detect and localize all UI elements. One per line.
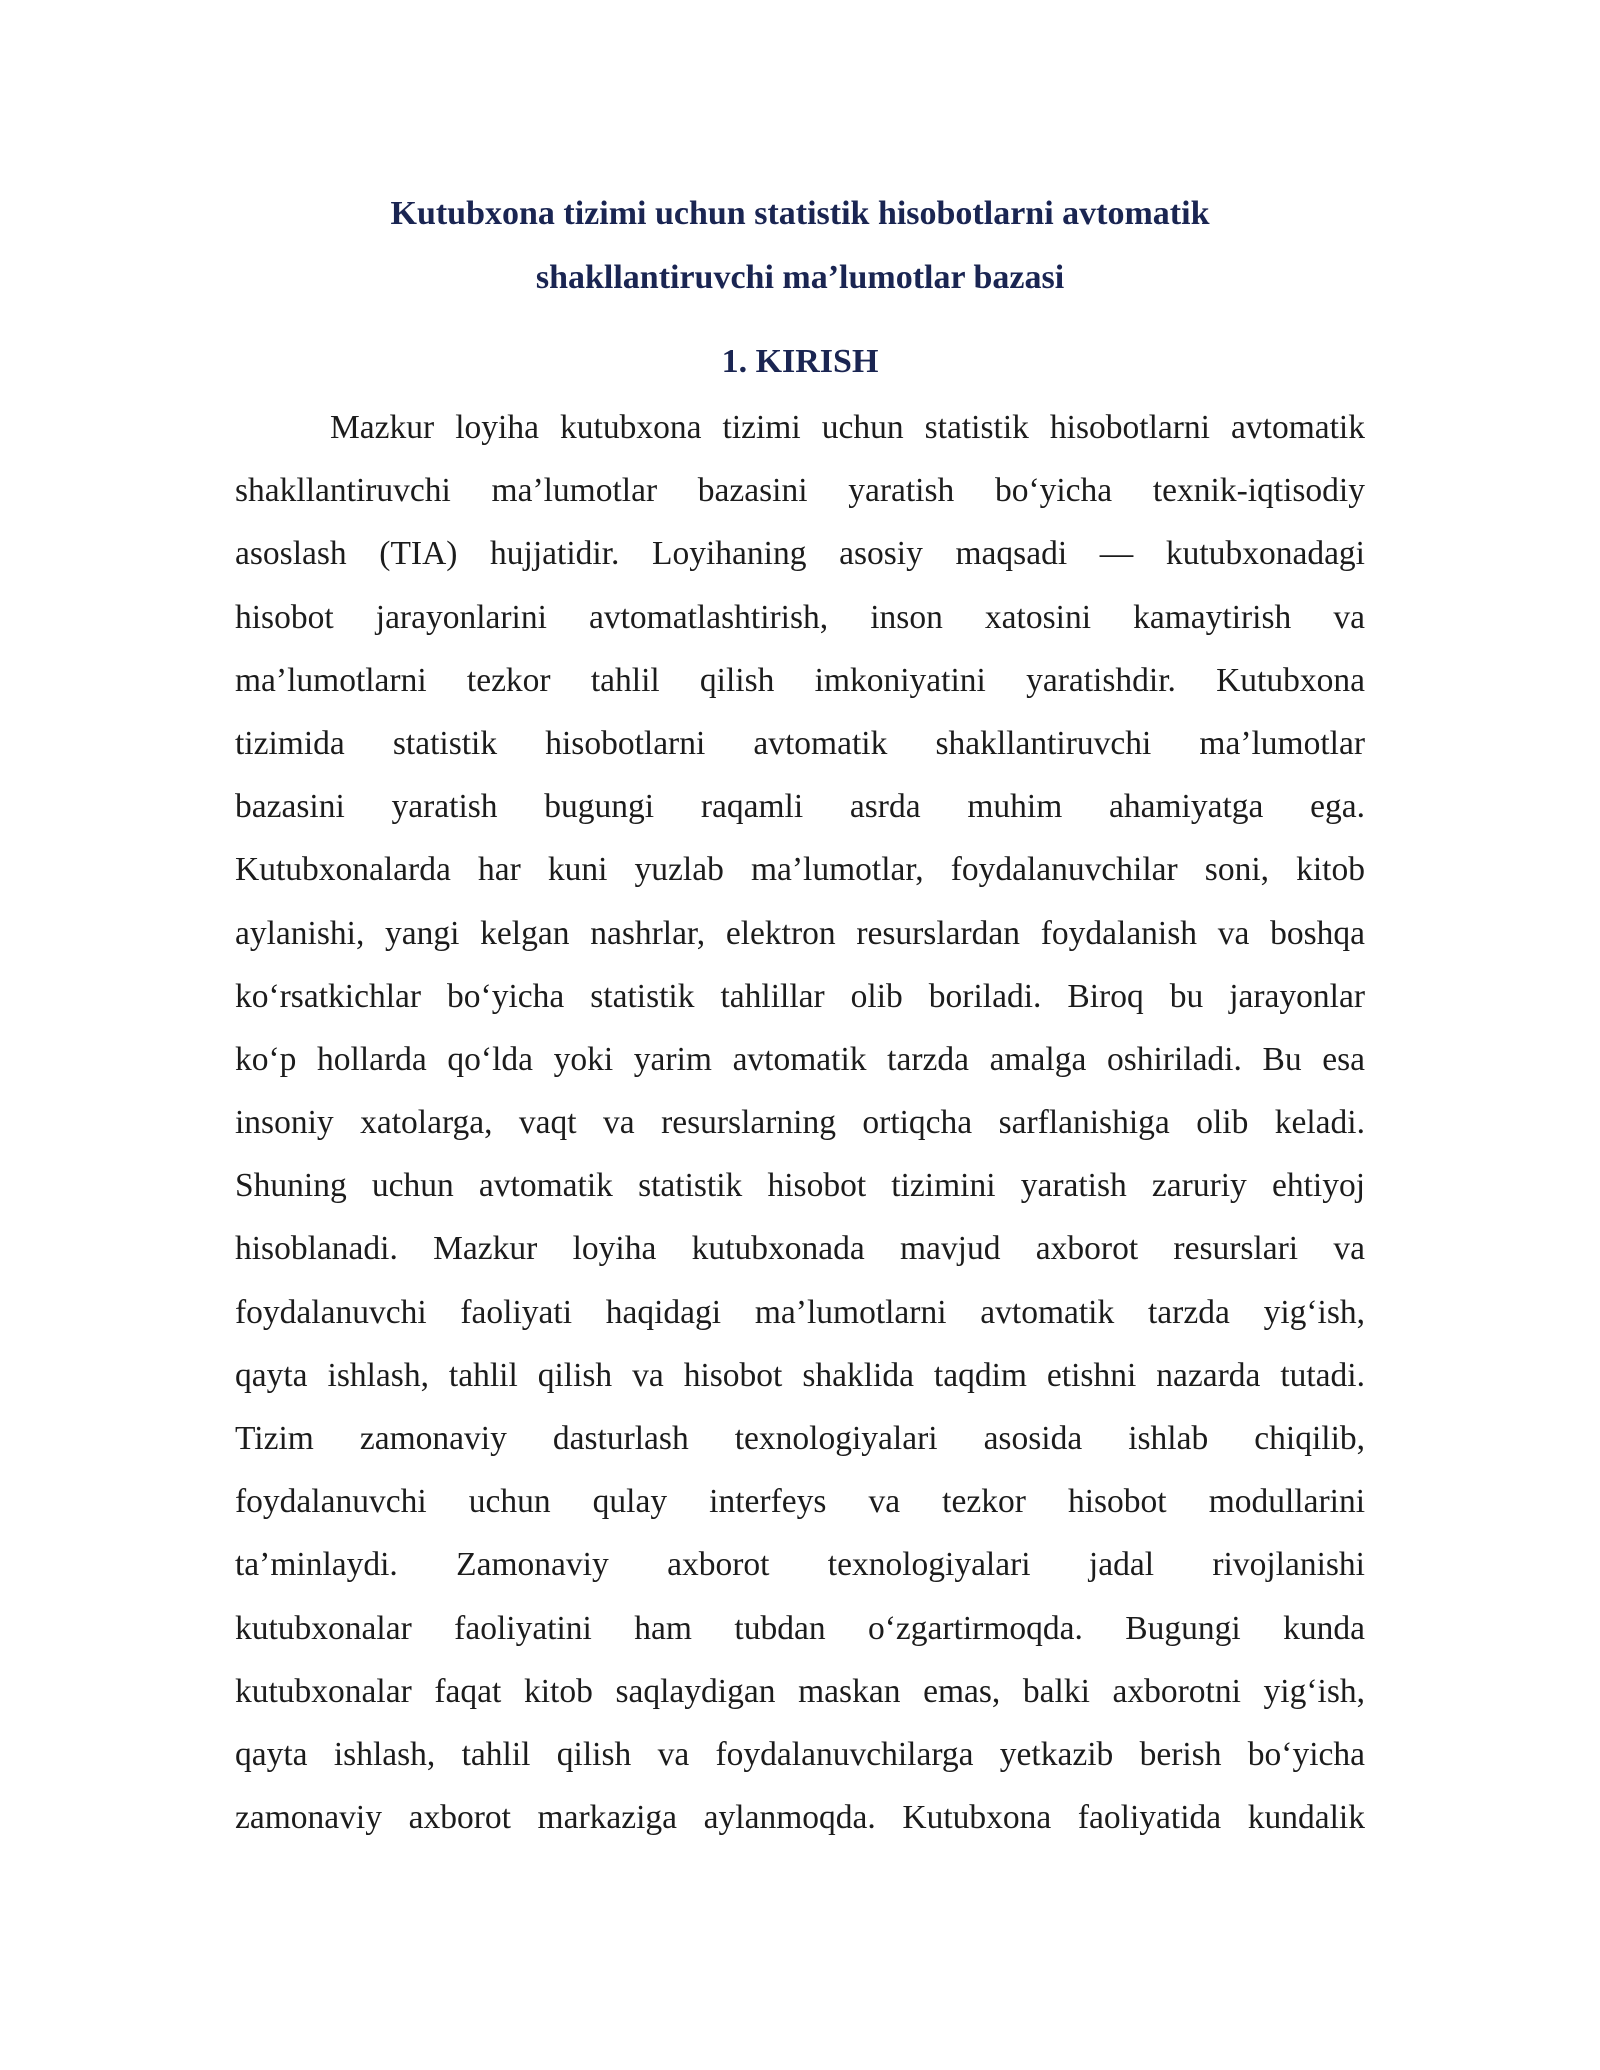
paragraph-line: insoniy xatolarga, vaqt va resurslarning ortiqcha sarflanishiga olib keladi. <box>235 1104 1365 1142</box>
paragraph-line: zamonaviy axborot markaziga aylanmoqda. Kutubxona faoliyatida kundalik <box>235 1799 1365 1837</box>
paragraph-line: hisobot jarayonlarini avtomatlashtirish, inson xatosini kamaytirish va <box>235 598 1365 636</box>
paragraph-line: ma’lumotlarni tezkor tahlil qilish imkoniyatini yaratishdir. Kutubxona <box>235 661 1365 699</box>
body-paragraph <box>235 396 1365 1849</box>
title-line: shakllantiruvchi ma’lumotlar bazasi <box>535 259 1065 296</box>
paragraph-line: Kutubxonalarda har kuni yuzlab ma’lumotlar, foydalanuvchilar soni, kitob <box>235 851 1365 889</box>
paragraph-line: tizimida statistik hisobotlarni avtomatik shakllantiruvchi ma’lumotlar <box>235 724 1365 762</box>
paragraph-line: kutubxonalar faoliyatini ham tubdan o‘zgartirmoqda. Bugungi kunda <box>235 1609 1365 1647</box>
paragraph-line: ta’minlaydi. Zamonaviy axborot texnologiyalari jadal rivojlanishi <box>235 1546 1365 1584</box>
paragraph-line: Shuning uchun avtomatik statistik hisobot tizimini yaratish zaruriy ehtiyoj <box>235 1167 1365 1205</box>
paragraph-line: qayta ishlash, tahlil qilish va hisobot shaklida taqdim etishni nazarda tutadi. <box>235 1356 1365 1394</box>
paragraph-line: bazasini yaratish bugungi raqamli asrda muhim ahamiyatga ega. <box>235 788 1365 826</box>
title-line: Kutubxona tizimi uchun statistik hisobotlarni avtomatik <box>390 195 1210 232</box>
paragraph-line: foydalanuvchi uchun qulay interfeys va tezkor hisobot modullarini <box>235 1483 1365 1521</box>
section-heading: 1. KIRISH <box>721 343 879 380</box>
paragraph-line: ko‘p hollarda qo‘lda yoki yarim avtomatik tarzda amalga oshiriladi. Bu esa <box>235 1040 1365 1078</box>
paragraph-line: shakllantiruvchi ma’lumotlar bazasini yaratish bo‘yicha texnik-iqtisodiy <box>235 472 1365 510</box>
paragraph-line: foydalanuvchi faoliyati haqidagi ma’lumotlarni avtomatik tarzda yig‘ish, <box>235 1293 1365 1331</box>
paragraph-line: Mazkur loyiha kutubxona tizimi uchun statistik hisobotlarni avtomatik <box>330 409 1365 446</box>
paragraph-line: hisoblanadi. Mazkur loyiha kutubxonada mavjud axborot resurslari va <box>235 1230 1365 1268</box>
paragraph-line: kutubxonalar faqat kitob saqlaydigan maskan emas, balki axborotni yig‘ish, <box>235 1672 1365 1710</box>
document-title <box>235 182 1365 310</box>
paragraph-line: qayta ishlash, tahlil qilish va foydalanuvchilarga yetkazib berish bo‘yicha <box>235 1735 1365 1773</box>
paragraph-line: asoslash (TIA) hujjatidir. Loyihaning asosiy maqsadi — kutubxonadagi <box>235 535 1365 573</box>
paragraph-line: Tizim zamonaviy dasturlash texnologiyalari asosida ishlab chiqilib, <box>235 1420 1365 1457</box>
paragraph-line: ko‘rsatkichlar bo‘yicha statistik tahlillar olib boriladi. Biroq bu jarayonlar <box>235 977 1365 1015</box>
paragraph-line: aylanishi, yangi kelgan nashrlar, elektron resurslardan foydalanish va boshqa <box>235 914 1365 952</box>
